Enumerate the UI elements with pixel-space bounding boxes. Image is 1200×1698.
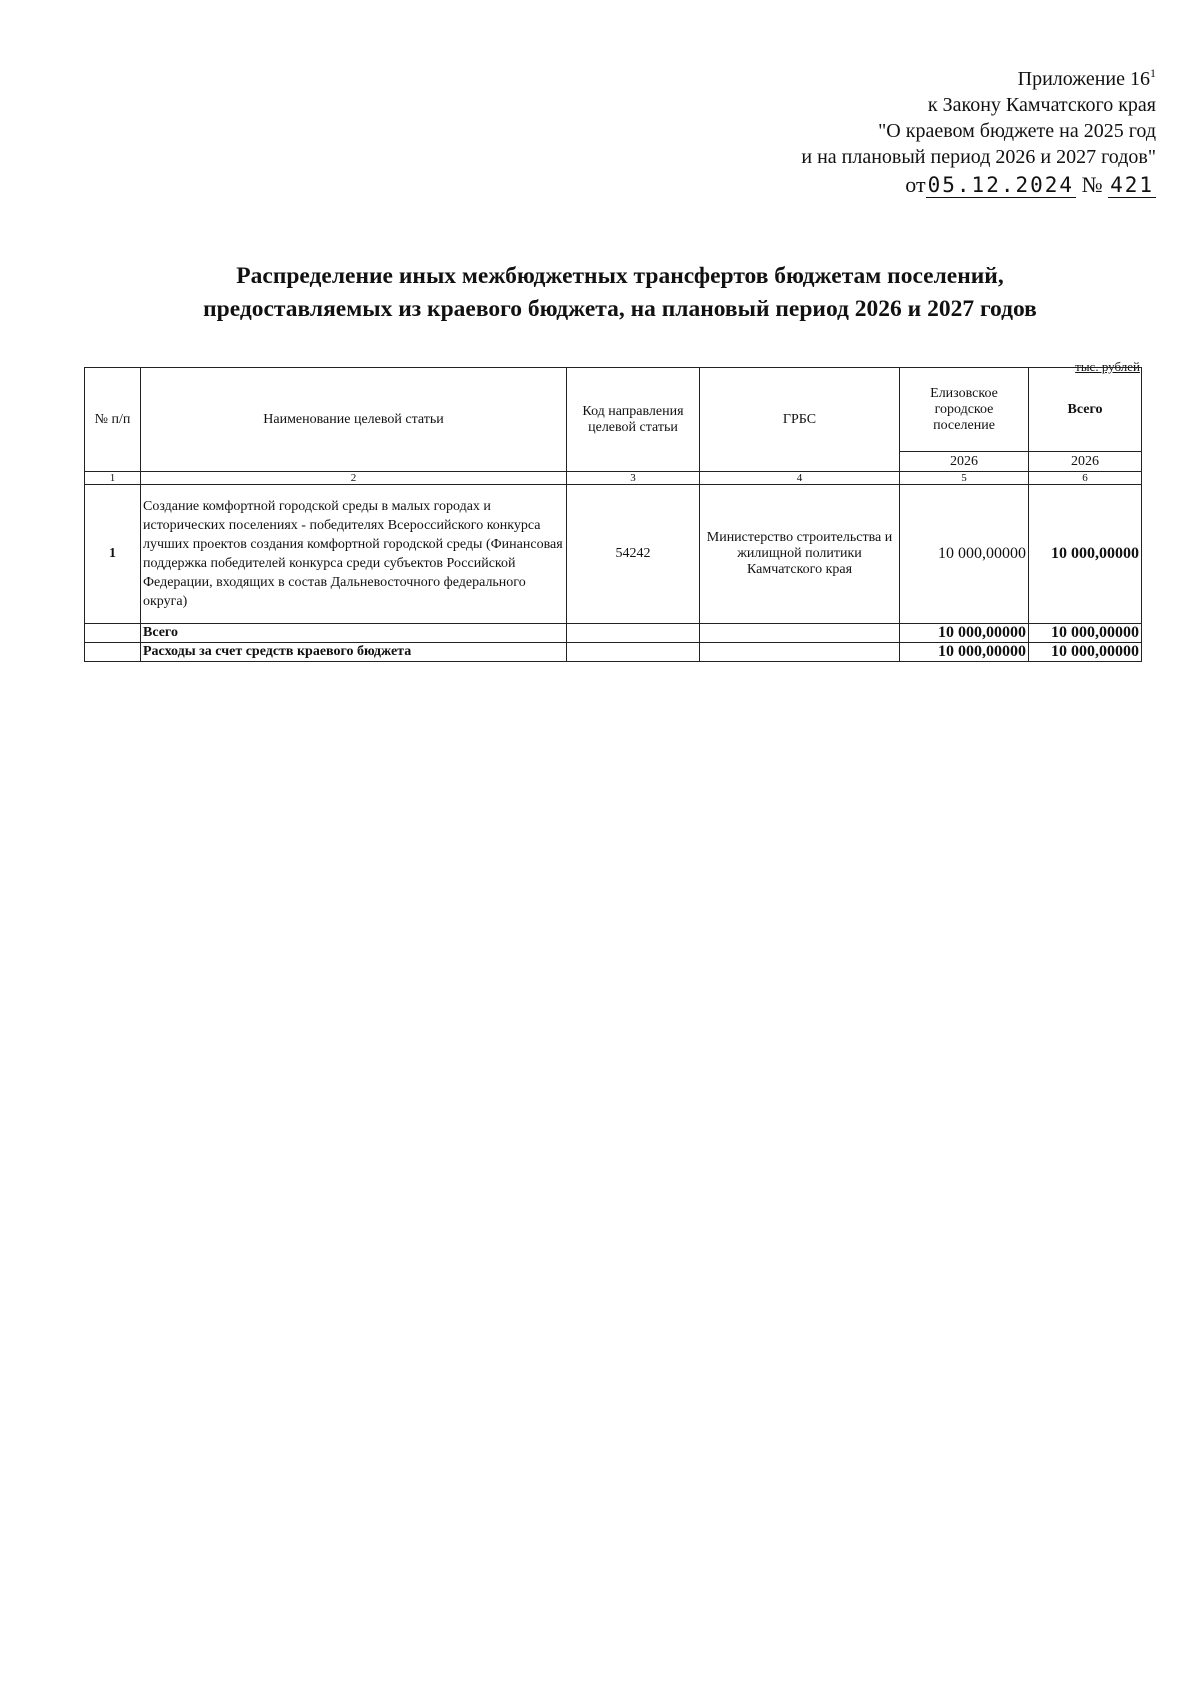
regional-row-grbs [700,643,900,662]
date-prefix: от [905,172,926,197]
column-number: 1 [85,472,141,485]
table-header-row [85,368,1142,452]
appendix-superscript: 1 [1150,66,1156,80]
total-row-code [567,624,700,643]
header-code: Код направления целевой статьи [567,368,700,472]
regional-budget-row [85,643,1142,662]
column-number: 4 [700,472,900,485]
regional-row-no [85,643,141,662]
row-name: Создание комфортной городской среды в малых городах и исторических поселениях - победителях Всероссийского конкурса лучших проектов создания комфортной городской среды (Финансовая поддержка победителей конкурса среди субъектов Российской Федерации, входящих в состав Дальневосточного федерального округа) [141,485,567,624]
document-title [100,260,1140,326]
number-prefix: № [1081,172,1103,197]
law-date: 05.12.2024 [927,173,1075,197]
row-code: 54242 [567,485,700,624]
document-title-line2: предоставляемых из краевого бюджета, на плановый период 2026 и 2027 годов [203,296,1037,322]
header-total-year: 2026 [1029,452,1142,472]
appendix-header [556,66,1156,198]
column-number: 6 [1029,472,1142,485]
header-name: Наименование целевой статьи [141,368,567,472]
appendix-law-line: к Закону Камчатского края [927,94,1156,116]
row-no: 1 [85,485,141,624]
column-number: 3 [567,472,700,485]
units-label: тыс. рублей [1075,359,1140,374]
column-number-row [85,472,1142,485]
total-row-no [85,624,141,643]
total-label: Всего [141,624,567,643]
header-settlement: Елизовское городское поселение [900,368,1029,452]
transfers-table [84,367,1142,662]
total-row [85,624,1142,643]
appendix-title [556,66,1156,92]
header-total: Всего [1029,368,1142,452]
regional-settlement-amount: 10 000,00000 [900,643,1029,662]
header-no: № п/п [85,368,141,472]
law-date-line [556,172,1156,198]
row-settlement-amount: 10 000,00000 [900,485,1029,624]
appendix-law-name-line1: "О краевом бюджете на 2025 год [878,120,1156,142]
table-row [85,485,1142,624]
row-grbs: Министерство строительства и жилищной политики Камчатского края [700,485,900,624]
total-row-grbs [700,624,900,643]
law-number: 421 [1110,173,1154,197]
header-settlement-year: 2026 [900,452,1029,472]
appendix-label: Приложение 16 [1017,68,1150,90]
total-amount: 10 000,00000 [1029,624,1142,643]
appendix-law-name-line2: и на плановый период 2026 и 2027 годов" [801,146,1156,168]
header-grbs: ГРБС [700,368,900,472]
column-number: 2 [141,472,567,485]
regional-total-amount: 10 000,00000 [1029,643,1142,662]
total-settlement-amount: 10 000,00000 [900,624,1029,643]
column-number: 5 [900,472,1029,485]
regional-row-code [567,643,700,662]
row-total-amount: 10 000,00000 [1029,485,1142,624]
regional-budget-label: Расходы за счет средств краевого бюджета [141,643,567,662]
document-title-line1: Распределение иных межбюджетных трансфертов бюджетам поселений, [236,263,1004,289]
